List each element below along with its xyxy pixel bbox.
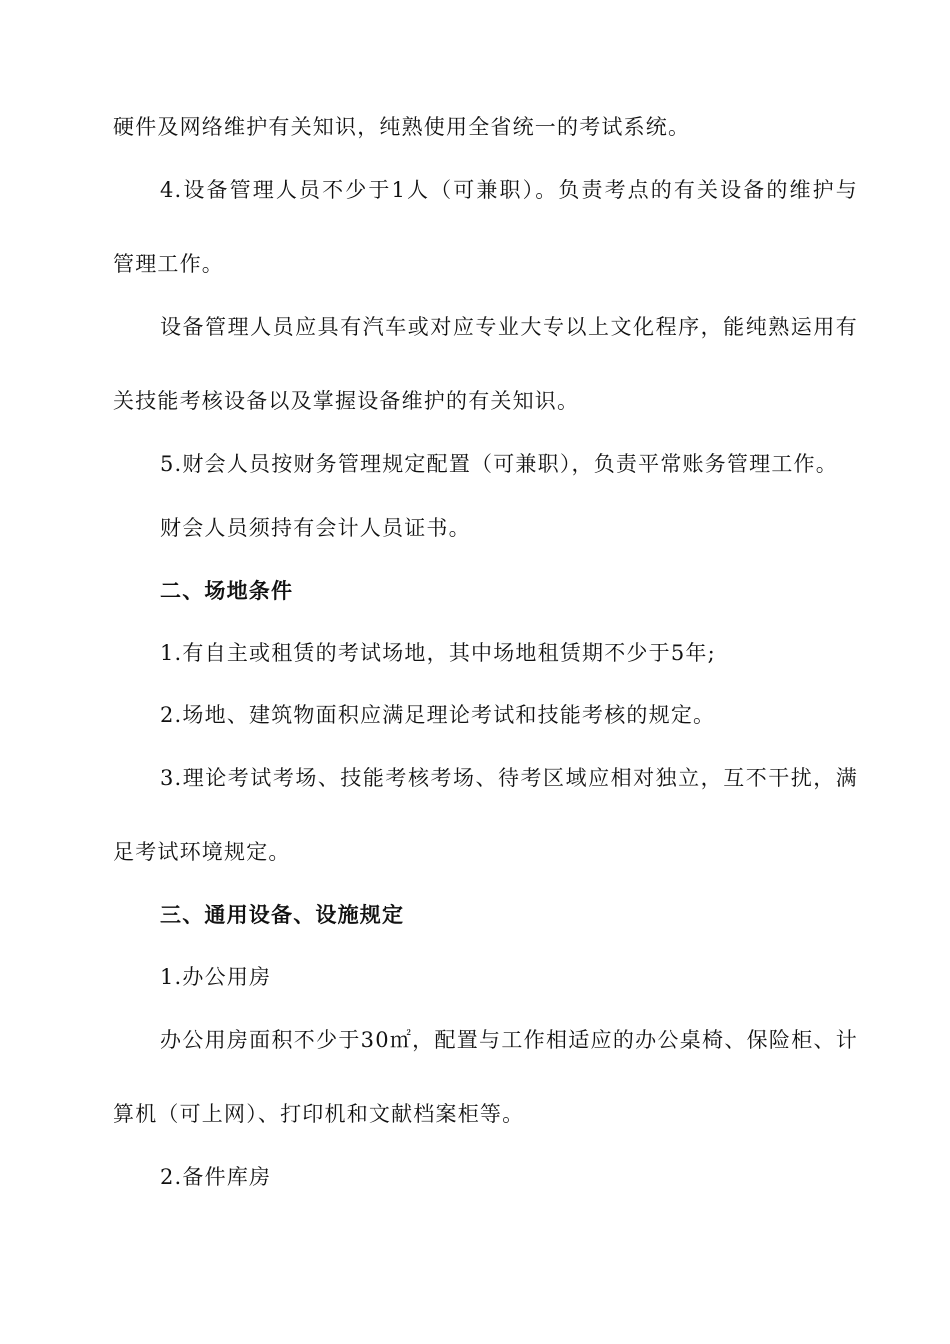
paragraph-line: 办公用房面积不少于30㎡，配置与工作相适应的办公桌椅、保险柜、计 [160,1028,858,1052]
paragraph-line: 3.理论考试考场、技能考核考场、待考区域应相对独立，互不干扰，满 [160,766,858,790]
paragraph-line: 设备管理人员应具有汽车或对应专业大专以上文化程序，能纯熟运用有 [160,315,858,339]
paragraph-line: 足考试环境规定。 [113,840,291,864]
paragraph-line: 财会人员须持有会计人员证书。 [160,516,471,540]
section-heading: 三、通用设备、设施规定 [160,902,405,927]
section-heading: 二、场地条件 [160,578,294,603]
subsection-heading: 2.备件库房 [160,1165,272,1189]
paragraph-line: 1.有自主或租赁的考试场地，其中场地租赁期不少于5年; [160,641,716,665]
paragraph-line: 管理工作。 [113,252,224,276]
paragraph-line: 5.财会人员按财务管理规定配置（可兼职），负责平常账务管理工作。 [160,452,838,476]
paragraph-line: 4.设备管理人员不少于1人（可兼职）。负责考点的有关设备的维护与 [160,178,858,202]
paragraph-line: 2.场地、建筑物面积应满足理论考试和技能考核的规定。 [160,703,716,727]
subsection-heading: 1.办公用房 [160,965,272,989]
paragraph-line: 关技能考核设备以及掌握设备维护的有关知识。 [113,389,580,413]
paragraph-line: 硬件及网络维护有关知识，纯熟使用全省统一的考试系统。 [113,115,691,139]
paragraph-line: 算机（可上网）、打印机和文献档案柜等。 [113,1102,525,1126]
